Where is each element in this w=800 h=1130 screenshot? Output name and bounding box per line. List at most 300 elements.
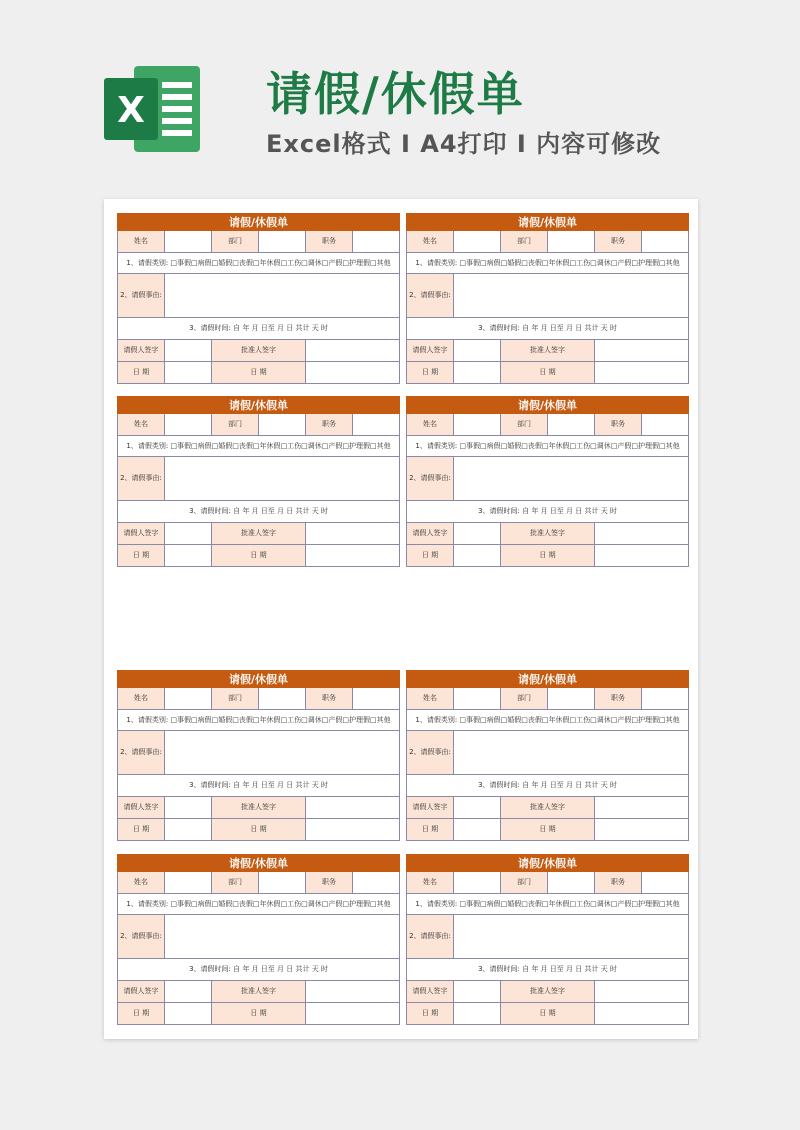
checkbox-icon[interactable]: □ [631,258,639,267]
checkbox-icon[interactable]: □ [280,441,288,450]
position-field[interactable] [353,872,400,894]
applicant-date-field[interactable] [165,362,212,384]
leave-type-option[interactable] [301,259,322,267]
checkbox-icon[interactable]: □ [342,899,350,908]
checkbox-icon[interactable]: □ [610,441,618,450]
checkbox-icon[interactable]: □ [321,899,329,908]
applicant-sign-field[interactable] [165,797,212,819]
leave-type-label: 病假 [197,258,212,267]
checkbox-icon[interactable]: □ [232,441,239,450]
leave-form-8 [406,854,688,1027]
leave-type-option[interactable] [459,716,480,724]
checkbox-icon[interactable]: □ [280,715,288,724]
position-label: 职务 [306,231,353,253]
approver-sign-field[interactable] [595,981,689,1003]
leave-type-label: 护理假 [638,715,660,724]
checkbox-icon[interactable]: □ [280,899,288,908]
leave-type-option[interactable] [301,442,322,450]
form-title: 请假/休假单 [407,397,689,414]
leave-type-option[interactable] [501,716,522,724]
leave-type-option[interactable] [480,442,501,450]
position-label: 职务 [306,688,353,710]
leave-type-option[interactable] [590,900,611,908]
reason-field[interactable] [454,915,689,959]
leave-type-option[interactable] [542,442,570,450]
approver-sign-field[interactable] [595,340,689,362]
dept-label: 部门 [212,872,259,894]
checkbox-icon[interactable]: □ [211,441,219,450]
checkbox-icon[interactable]: □ [459,258,467,267]
position-label: 职务 [595,872,642,894]
checkbox-icon[interactable]: □ [191,441,198,450]
checkbox-icon[interactable]: □ [500,899,508,908]
checkbox-icon[interactable]: □ [500,715,508,724]
leave-type-option[interactable] [322,442,343,450]
position-field[interactable] [642,231,689,253]
reason-label: 2、请假事由: [118,731,165,775]
reason-label: 2、请假事由: [118,457,165,501]
leave-type-option[interactable] [212,259,233,267]
leave-type-option[interactable] [342,900,370,908]
checkbox-icon[interactable]: □ [232,258,239,267]
leave-type-label: 丧假 [238,258,253,267]
checkbox-icon[interactable]: □ [252,715,260,724]
page-subtitle: Excel格式 I A4打印 I 内容可修改 [266,130,662,158]
leave-time-row: 3、请假时间: 自 年 月 日至 月 日 共计 天 时 [407,318,689,340]
leave-type-option[interactable] [191,442,212,450]
approver-sign-label: 批准人签字 [212,523,306,545]
leave-type-label: 调休 [596,899,611,908]
checkbox-icon[interactable]: □ [610,899,618,908]
leave-type-option[interactable] [611,716,632,724]
leave-type-options [170,442,390,450]
leave-type-option[interactable] [232,442,253,450]
reason-field[interactable] [454,457,689,501]
leave-type-label: 事假 [466,258,481,267]
reason-label: 2、请假事由: [118,274,165,318]
checkbox-icon[interactable]: □ [480,715,487,724]
leave-type-label: 工伤 [576,899,591,908]
checkbox-icon[interactable]: □ [541,899,549,908]
name-field[interactable] [454,688,501,710]
checkbox-icon[interactable]: □ [610,715,618,724]
leave-type-option[interactable] [659,716,680,724]
leave-type-label: 事假 [466,441,481,450]
leave-type-option[interactable] [322,259,343,267]
leave-form-6 [406,670,688,843]
checkbox-icon[interactable]: □ [170,441,178,450]
leave-type-label: 年休假 [259,715,281,724]
checkbox-icon[interactable]: □ [301,899,308,908]
name-label: 姓名 [118,231,165,253]
position-field[interactable] [353,231,400,253]
reason-field[interactable] [165,274,400,318]
leave-type-option[interactable] [501,259,522,267]
leave-type-option[interactable] [570,442,591,450]
leave-type-label: 产假 [617,715,632,724]
leave-type-option[interactable] [631,259,659,267]
leave-type-option[interactable] [659,259,680,267]
leave-type-option[interactable] [521,716,542,724]
reason-field[interactable] [454,274,689,318]
leave-form-5 [117,670,399,843]
approver-date-field[interactable] [595,362,689,384]
approver-date-field[interactable] [595,1003,689,1025]
dept-field[interactable] [548,414,595,436]
applicant-date-label: 日 期 [407,1003,454,1025]
leave-type-option[interactable] [370,900,391,908]
leave-type-label: 婚假 [218,899,233,908]
applicant-date-label: 日 期 [407,545,454,567]
checkbox-icon[interactable]: □ [252,258,260,267]
checkbox-icon[interactable]: □ [480,899,487,908]
checkbox-icon[interactable]: □ [480,258,487,267]
reason-field[interactable] [165,457,400,501]
checkbox-icon[interactable]: □ [521,899,528,908]
leave-type-label: 事假 [177,258,192,267]
leave-form-3 [117,396,399,569]
checkbox-icon[interactable]: □ [590,899,597,908]
leave-type-label: 事假 [177,899,192,908]
checkbox-icon[interactable]: □ [541,715,549,724]
name-label: 姓名 [118,872,165,894]
leave-type-label: 事假 [466,715,481,724]
checkbox-icon[interactable]: □ [342,715,350,724]
applicant-sign-field[interactable] [454,981,501,1003]
checkbox-icon[interactable]: □ [631,899,639,908]
checkbox-icon[interactable]: □ [659,715,666,724]
checkbox-icon[interactable]: □ [459,715,467,724]
applicant-date-label: 日 期 [118,819,165,841]
leave-type-option[interactable] [301,900,322,908]
leave-type-option[interactable] [281,716,302,724]
checkbox-icon[interactable]: □ [211,715,219,724]
reason-field[interactable] [454,731,689,775]
checkbox-icon[interactable]: □ [590,441,597,450]
leave-type-options [459,259,679,267]
leave-type-option[interactable] [659,900,680,908]
form-title: 请假/休假单 [407,214,689,231]
leave-type-option[interactable] [253,442,281,450]
approver-sign-field[interactable] [306,523,400,545]
leave-type-label: 产假 [328,441,343,450]
dept-field[interactable] [259,231,306,253]
leave-type-option[interactable] [590,442,611,450]
checkbox-icon[interactable]: □ [342,258,350,267]
leave-type-option[interactable] [611,900,632,908]
applicant-date-field[interactable] [454,1003,501,1025]
leave-type-label: 护理假 [349,258,371,267]
leave-type-option[interactable] [212,900,233,908]
applicant-sign-label: 请假人签字 [407,523,454,545]
applicant-date-field[interactable] [454,545,501,567]
name-field[interactable] [165,872,212,894]
checkbox-icon[interactable]: □ [280,258,288,267]
leave-type-option[interactable] [281,900,302,908]
dept-field[interactable] [548,688,595,710]
leave-type-label: 婚假 [218,258,233,267]
leave-type-option[interactable] [370,716,391,724]
checkbox-icon[interactable]: □ [370,441,377,450]
applicant-date-field[interactable] [165,1003,212,1025]
leave-type-option[interactable] [170,716,191,724]
checkbox-icon[interactable]: □ [191,715,198,724]
leave-time-row: 3、请假时间: 自 年 月 日至 月 日 共计 天 时 [118,775,400,797]
leave-time-row: 3、请假时间: 自 年 月 日至 月 日 共计 天 时 [407,959,689,981]
checkbox-icon[interactable]: □ [459,441,467,450]
approver-date-label: 日 期 [212,545,306,567]
leave-type-label: 其他 [665,899,680,908]
leave-type-option[interactable] [342,716,370,724]
position-field[interactable] [642,872,689,894]
checkbox-icon[interactable]: □ [370,715,377,724]
leave-type-option[interactable] [170,900,191,908]
checkbox-icon[interactable]: □ [569,441,577,450]
leave-type-option[interactable] [301,716,322,724]
leave-type-option[interactable] [322,716,343,724]
leave-form-2 [406,213,688,386]
checkbox-icon[interactable]: □ [631,441,639,450]
leave-type-option[interactable] [322,900,343,908]
checkbox-icon[interactable]: □ [321,715,329,724]
header [0,0,800,190]
leave-type-option[interactable] [459,900,480,908]
checkbox-icon[interactable]: □ [301,715,308,724]
applicant-sign-label: 请假人签字 [118,523,165,545]
leave-type-option[interactable] [542,716,570,724]
dept-field[interactable] [259,872,306,894]
form-sheet [104,199,698,1039]
leave-type-option[interactable] [542,900,570,908]
applicant-sign-field[interactable] [454,340,501,362]
leave-type-option[interactable] [459,259,480,267]
name-field[interactable] [454,231,501,253]
checkbox-icon[interactable]: □ [232,899,239,908]
leave-type-option[interactable] [232,900,253,908]
checkbox-icon[interactable]: □ [170,715,178,724]
leave-type-label: 婚假 [507,899,522,908]
approver-date-field[interactable] [595,819,689,841]
checkbox-icon[interactable]: □ [370,258,377,267]
checkbox-icon[interactable]: □ [521,715,528,724]
leave-type-option[interactable] [659,442,680,450]
leave-type-option[interactable] [253,716,281,724]
approver-sign-field[interactable] [306,340,400,362]
position-label: 职务 [306,414,353,436]
leave-type-option[interactable] [281,442,302,450]
checkbox-icon[interactable]: □ [659,899,666,908]
dept-label: 部门 [212,688,259,710]
checkbox-icon[interactable]: □ [252,441,260,450]
form-title: 请假/休假单 [118,397,400,414]
checkbox-icon[interactable]: □ [610,258,618,267]
leave-type-option[interactable] [370,259,391,267]
applicant-sign-field[interactable] [454,523,501,545]
approver-sign-field[interactable] [595,797,689,819]
leave-type-label: 1、请假类别: [126,441,169,450]
applicant-date-field[interactable] [165,819,212,841]
leave-type-label: 调休 [596,441,611,450]
checkbox-icon[interactable]: □ [342,441,350,450]
dept-field[interactable] [548,872,595,894]
applicant-sign-field[interactable] [165,523,212,545]
leave-type-label: 护理假 [638,258,660,267]
leave-type-option[interactable] [631,716,659,724]
checkbox-icon[interactable]: □ [590,715,597,724]
leave-type-option[interactable] [480,716,501,724]
checkbox-icon[interactable]: □ [301,441,308,450]
checkbox-icon[interactable]: □ [590,258,597,267]
applicant-date-field[interactable] [454,362,501,384]
checkbox-icon[interactable]: □ [500,441,508,450]
applicant-sign-label: 请假人签字 [407,981,454,1003]
applicant-date-field[interactable] [165,545,212,567]
reason-field[interactable] [165,731,400,775]
leave-type-option[interactable] [521,259,542,267]
leave-type-option[interactable] [521,900,542,908]
checkbox-icon[interactable]: □ [370,899,377,908]
leave-type-label: 事假 [177,441,192,450]
checkbox-icon[interactable]: □ [321,441,329,450]
applicant-date-label: 日 期 [118,545,165,567]
leave-type-option[interactable] [521,442,542,450]
checkbox-icon[interactable]: □ [321,258,329,267]
dept-field[interactable] [548,231,595,253]
applicant-sign-field[interactable] [454,797,501,819]
leave-type-option[interactable] [570,900,591,908]
leave-type-option[interactable] [370,442,391,450]
position-field[interactable] [642,414,689,436]
applicant-sign-label: 请假人签字 [407,340,454,362]
applicant-sign-field[interactable] [165,981,212,1003]
position-field[interactable] [353,688,400,710]
leave-type-option[interactable] [611,442,632,450]
approver-sign-label: 批准人签字 [212,340,306,362]
checkbox-icon[interactable]: □ [170,899,178,908]
leave-time-row: 3、请假时间: 自 年 月 日至 月 日 共计 天 时 [407,775,689,797]
applicant-date-label: 日 期 [407,362,454,384]
name-field[interactable] [454,414,501,436]
approver-date-label: 日 期 [212,1003,306,1025]
leave-type-option[interactable] [570,259,591,267]
approver-date-field[interactable] [306,819,400,841]
approver-date-field[interactable] [306,545,400,567]
leave-type-option[interactable] [342,259,370,267]
applicant-sign-field[interactable] [165,340,212,362]
approver-sign-field[interactable] [595,523,689,545]
leave-type-option[interactable] [590,259,611,267]
position-field[interactable] [353,414,400,436]
leave-type-option[interactable] [501,900,522,908]
leave-type-option[interactable] [631,900,659,908]
leave-type-option[interactable] [232,716,253,724]
logo-letter: X [117,90,145,131]
leave-type-option[interactable] [570,716,591,724]
checkbox-icon[interactable]: □ [569,258,577,267]
dept-label: 部门 [501,414,548,436]
checkbox-icon[interactable]: □ [541,258,549,267]
leave-type-label: 1、请假类别: [415,899,458,908]
approver-sign-field[interactable] [306,981,400,1003]
name-field[interactable] [454,872,501,894]
leave-type-option[interactable] [501,442,522,450]
leave-type-option[interactable] [191,716,212,724]
leave-type-option[interactable] [170,259,191,267]
leave-type-option[interactable] [212,716,233,724]
checkbox-icon[interactable]: □ [500,258,508,267]
checkbox-icon[interactable]: □ [659,258,666,267]
leave-type-option[interactable] [611,259,632,267]
checkbox-icon[interactable]: □ [191,258,198,267]
leave-type-option[interactable] [253,259,281,267]
leave-form-table [406,670,689,841]
reason-field[interactable] [165,915,400,959]
checkbox-icon[interactable]: □ [211,899,219,908]
checkbox-icon[interactable]: □ [541,441,549,450]
checkbox-icon[interactable]: □ [521,441,528,450]
dept-field[interactable] [259,688,306,710]
approver-date-field[interactable] [306,362,400,384]
position-field[interactable] [642,688,689,710]
leave-type-label: 年休假 [259,258,281,267]
checkbox-icon[interactable]: □ [211,258,219,267]
applicant-date-field[interactable] [454,819,501,841]
checkbox-icon[interactable]: □ [232,715,239,724]
checkbox-icon[interactable]: □ [480,441,487,450]
leave-type-option[interactable] [232,259,253,267]
approver-date-field[interactable] [306,1003,400,1025]
applicant-date-label: 日 期 [118,362,165,384]
approver-date-field[interactable] [595,545,689,567]
leave-form-7 [117,854,399,1027]
checkbox-icon[interactable]: □ [459,899,467,908]
checkbox-icon[interactable]: □ [252,899,260,908]
checkbox-icon[interactable]: □ [521,258,528,267]
name-field[interactable] [165,414,212,436]
dept-field[interactable] [259,414,306,436]
leave-type-option[interactable] [480,259,501,267]
name-field[interactable] [165,688,212,710]
leave-type-option[interactable] [631,442,659,450]
name-field[interactable] [165,231,212,253]
checkbox-icon[interactable]: □ [191,899,198,908]
reason-label: 2、请假事由: [407,457,454,501]
leave-type-option[interactable] [281,259,302,267]
leave-type-option[interactable] [191,259,212,267]
leave-type-option[interactable] [253,900,281,908]
checkbox-icon[interactable]: □ [569,715,577,724]
checkbox-icon[interactable]: □ [170,258,178,267]
reason-label: 2、请假事由: [118,915,165,959]
leave-type-option[interactable] [170,442,191,450]
checkbox-icon[interactable]: □ [631,715,639,724]
checkbox-icon[interactable]: □ [659,441,666,450]
leave-type-option[interactable] [480,900,501,908]
leave-type-label: 其他 [376,258,391,267]
approver-sign-field[interactable] [306,797,400,819]
leave-type-option[interactable] [191,900,212,908]
leave-type-option[interactable] [342,442,370,450]
leave-type-option[interactable] [542,259,570,267]
leave-type-label: 护理假 [638,899,660,908]
checkbox-icon[interactable]: □ [569,899,577,908]
leave-type-option[interactable] [590,716,611,724]
leave-form-table [117,213,400,384]
checkbox-icon[interactable]: □ [301,258,308,267]
leave-type-options [170,259,390,267]
leave-type-option[interactable] [459,442,480,450]
leave-type-option[interactable] [212,442,233,450]
